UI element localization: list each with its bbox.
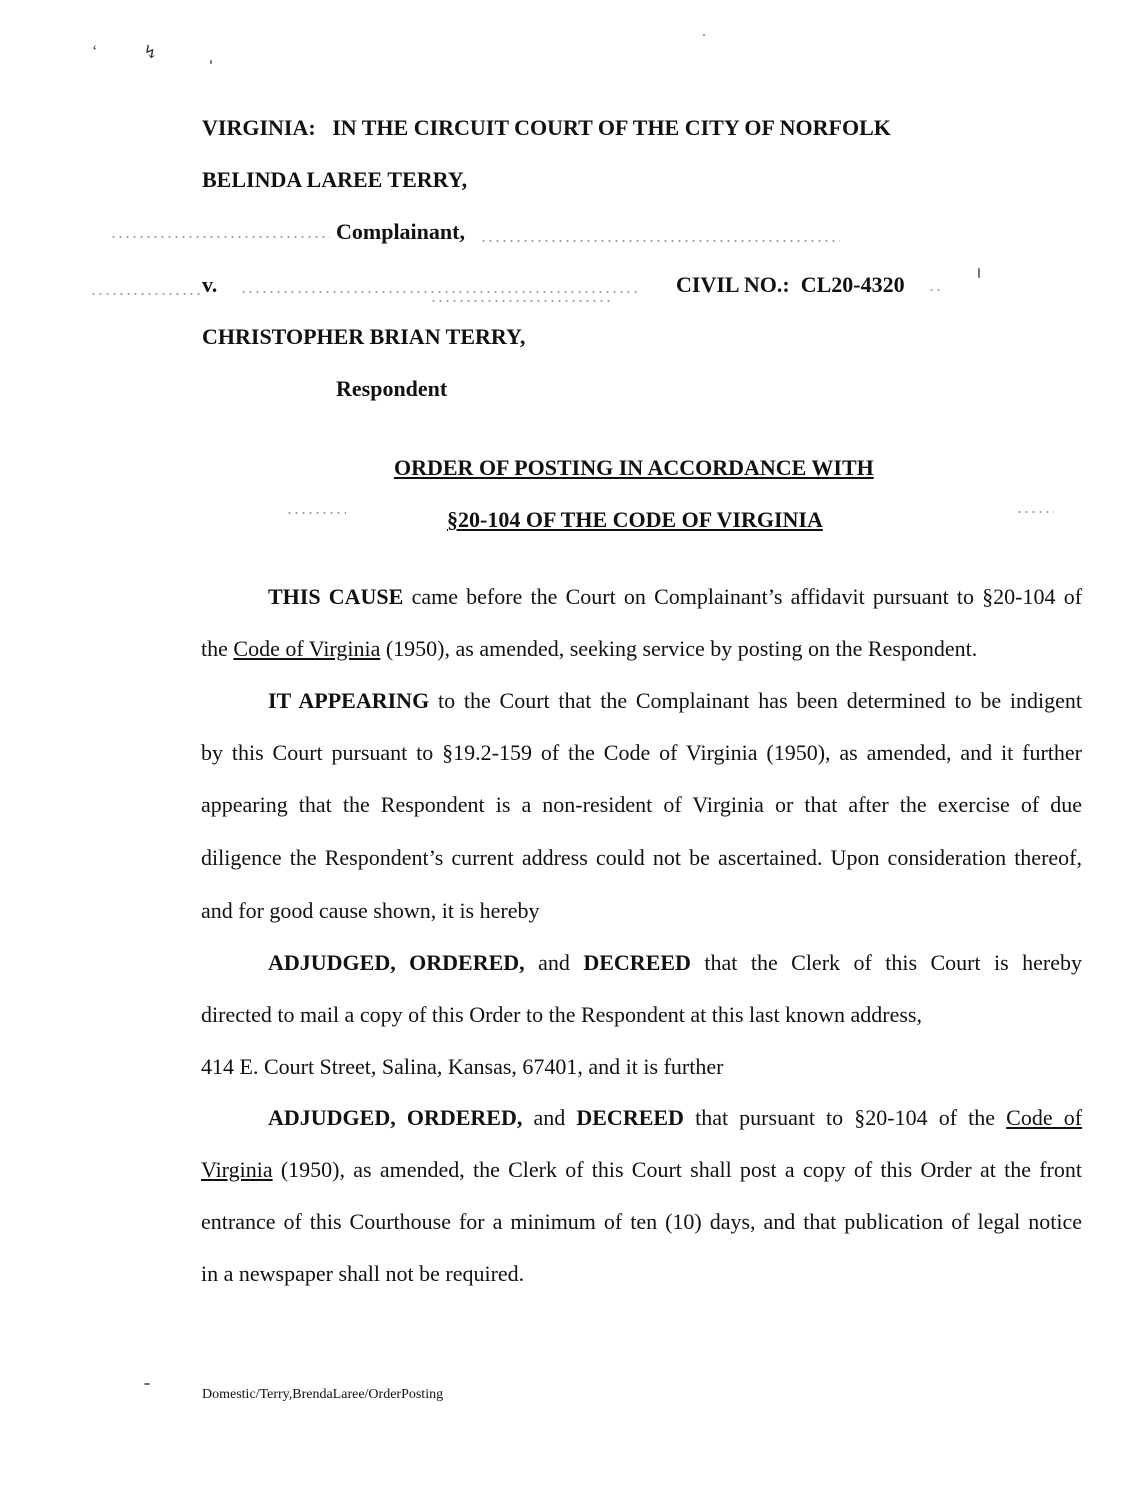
complainant-role: Complainant, <box>336 219 465 244</box>
scan-dots <box>1016 511 1054 513</box>
scan-dots <box>286 512 346 514</box>
paragraph-text: that pursuant to §20-104 of the <box>695 1105 996 1130</box>
paragraph-2-line-2: by this Court pursuant to §19.2-159 of the Code of Virginia (1950), as amended, and it further <box>201 740 1082 765</box>
paragraph-text: (1950), as amended, seeking service by posting on the Respondent. <box>385 636 978 661</box>
scan-dots <box>480 240 840 242</box>
paragraph-text: and <box>533 1105 566 1130</box>
respondent-name: CHRISTOPHER BRIAN TERRY, <box>202 324 526 349</box>
code-of-virginia-ref: Code of <box>1006 1105 1083 1130</box>
scan-dots <box>110 236 330 238</box>
paragraph-2-line-1 <box>268 688 1082 714</box>
adjudged-ordered: ADJUDGED, ORDERED, <box>268 1105 523 1130</box>
code-of-virginia-ref: Code of Virginia <box>233 636 381 661</box>
court-name: IN THE CIRCUIT COURT OF THE CITY OF NORFOLK <box>332 115 891 140</box>
paragraph-2-line-5: and for good cause shown, it is hereby <box>201 898 540 923</box>
scan-speck <box>210 60 212 64</box>
court-caption <box>202 115 891 141</box>
paragraph-1-line-2 <box>201 636 977 662</box>
paragraph-3-line-3: 414 E. Court Street, Salina, Kansas, 67401, and it is further <box>201 1054 724 1079</box>
order-title-line-1: ORDER OF POSTING IN ACCORDANCE WITH <box>394 455 874 480</box>
scan-speck <box>144 1383 150 1385</box>
decreed: DECREED <box>583 950 691 975</box>
versus-label: v. <box>202 272 218 297</box>
scan-mark: ‘ <box>92 43 98 60</box>
paragraph-text: the <box>201 636 228 661</box>
scan-speck <box>978 268 980 278</box>
paragraph-text: to the Court that the Complainant has been determined to be indigent <box>437 688 1083 713</box>
scan-dots <box>240 291 640 293</box>
paragraph-4-line-4: in a newspaper shall not be required. <box>201 1261 525 1286</box>
paragraph-text: and <box>538 950 570 975</box>
paragraph-text: (1950), as amended, the Clerk of this Court shall post a copy of this Order at the front <box>280 1157 1082 1182</box>
complainant-name: BELINDA LAREE TERRY, <box>202 167 468 192</box>
adjudged-ordered: ADJUDGED, ORDERED, <box>268 950 525 975</box>
scan-dots <box>928 289 944 291</box>
paragraph-4-line-3: entrance of this Courthouse for a minimum of ten (10) days, and that publication of legal notice <box>201 1209 1082 1234</box>
scan-speck <box>703 34 705 36</box>
respondent-role: Respondent <box>336 376 448 401</box>
civil-no-value: CL20-4320 <box>800 272 905 297</box>
paragraph-3-line-2: directed to mail a copy of this Order to the Respondent at this last known address, <box>201 1002 922 1027</box>
paragraph-text: came before the Court on Complainant’s affidavit pursuant to §20-104 of <box>411 584 1083 609</box>
decreed: DECREED <box>576 1105 684 1130</box>
this-cause-lead: THIS CAUSE <box>268 584 404 609</box>
paragraph-3-line-1 <box>268 950 1082 976</box>
paragraph-1-line-1 <box>268 584 1082 610</box>
scan-dots <box>90 293 200 295</box>
court-state: VIRGINIA: <box>202 115 316 140</box>
paragraph-2-line-4: diligence the Respondent’s current address could not be ascertained. Upon consideration thereof, <box>201 845 1082 870</box>
footer-file-path: Domestic/Terry,BrendaLaree/OrderPosting <box>202 1387 444 1402</box>
scan-mark: ↯ <box>143 42 159 62</box>
it-appearing-lead: IT APPEARING <box>268 688 430 713</box>
paragraph-4-line-2 <box>201 1157 1082 1183</box>
order-title-line-2: §20-104 OF THE CODE OF VIRGINIA <box>447 507 823 532</box>
paragraph-4-line-1 <box>268 1105 1082 1131</box>
scan-dots <box>430 300 610 302</box>
paragraph-2-line-3: appearing that the Respondent is a non-resident of Virginia or that after the exercise of due <box>201 792 1082 817</box>
paragraph-text: that the Clerk of this Court is hereby <box>704 950 1083 975</box>
civil-number <box>676 272 905 298</box>
code-of-virginia-ref: Virginia <box>201 1157 273 1182</box>
civil-no-label: CIVIL NO.: <box>676 272 790 297</box>
